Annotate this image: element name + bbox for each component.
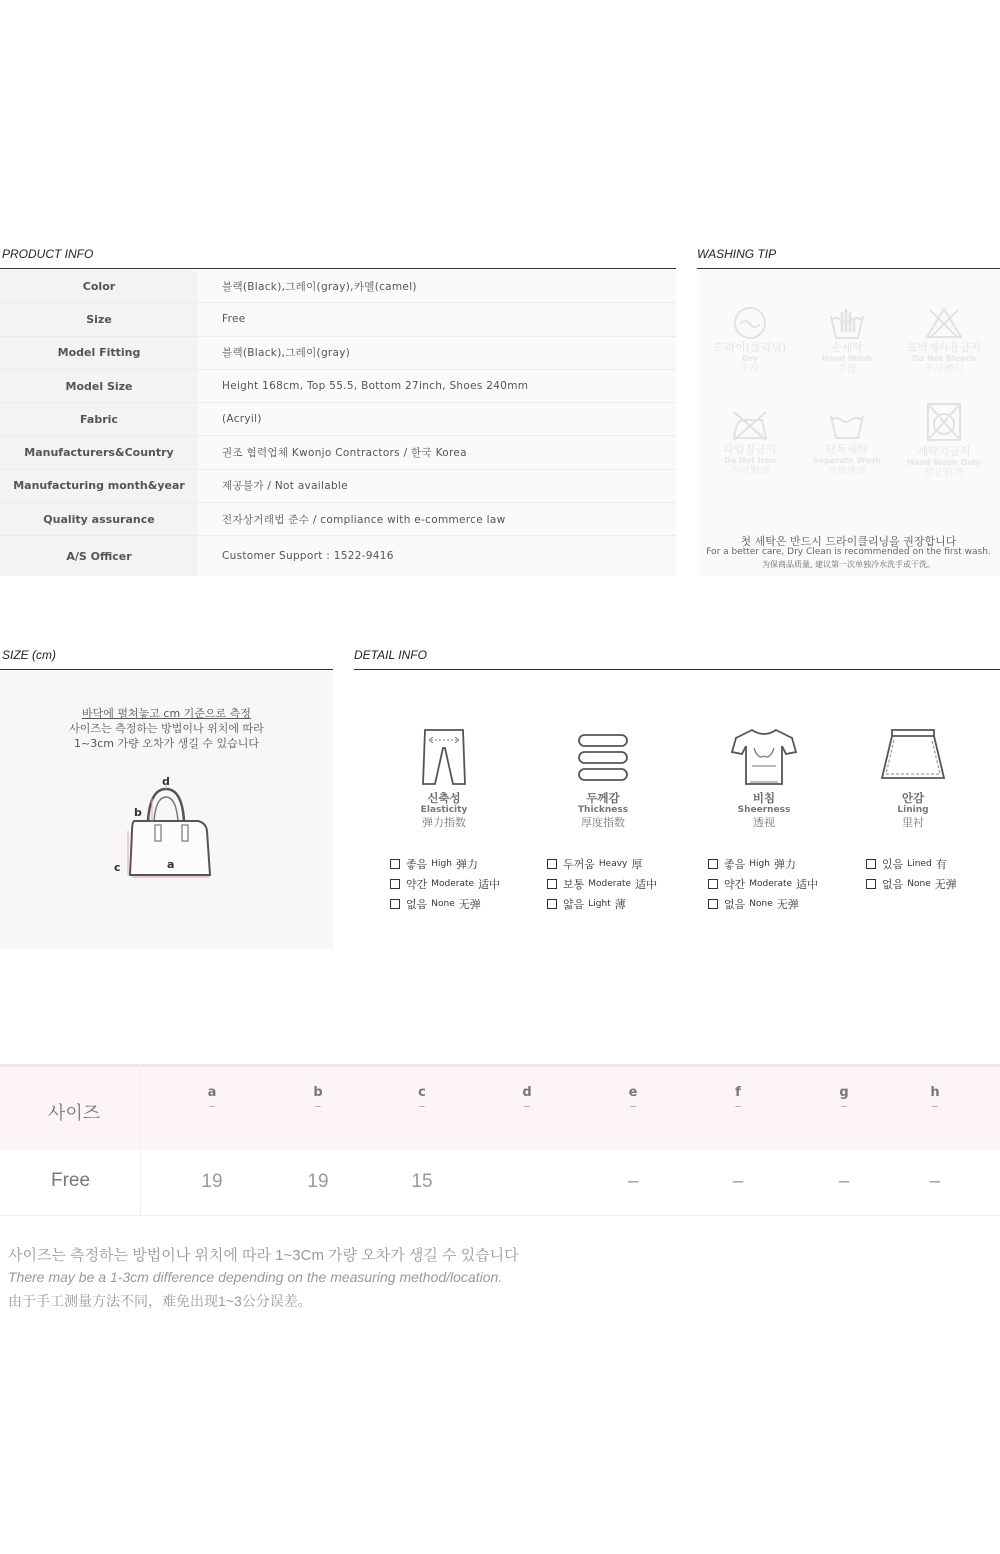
option-elasticity-none[interactable]	[390, 896, 481, 912]
option-ko: 없음	[724, 898, 746, 911]
size-col-e	[613, 1085, 653, 1114]
option-thickness-heavy[interactable]	[547, 856, 642, 872]
wash-label-ko: 단독세탁	[825, 443, 869, 456]
option-en: Moderate	[431, 879, 475, 889]
col-key: b	[313, 1085, 323, 1100]
option-ko: 있음	[882, 858, 904, 871]
option-en: None	[749, 899, 773, 909]
info-row-manufacturer	[0, 436, 676, 469]
option-en: Moderate	[749, 879, 793, 889]
checkbox[interactable]	[708, 899, 718, 909]
lining-icon	[878, 726, 948, 788]
col-key: e	[628, 1085, 638, 1100]
option-cn: 无弹	[934, 878, 957, 891]
wash-item-dry	[700, 306, 800, 375]
detail-info-rule	[354, 669, 1000, 670]
option-ko: 없음	[882, 878, 904, 891]
option-ko: 없음	[406, 898, 428, 911]
detail-lining	[833, 726, 993, 829]
size-note-line2: 사이즈는 측정하는 방법이나 위치에 따라	[69, 722, 264, 735]
size-col-h	[915, 1085, 955, 1114]
col-dash: –	[629, 1099, 637, 1114]
washing-tip-title: WASHING TIP	[697, 247, 777, 261]
option-ko: 보통	[563, 878, 585, 891]
info-row-model-size	[0, 370, 676, 403]
info-key: A/S Officer	[0, 536, 198, 576]
wash-label-ko: 표백제사용금지	[906, 341, 982, 354]
option-thickness-moderate[interactable]	[547, 876, 657, 892]
col-key: d	[522, 1085, 532, 1100]
size-row-label: Free	[51, 1170, 91, 1191]
checkbox[interactable]	[547, 879, 557, 889]
info-row-model-fitting	[0, 337, 676, 370]
option-elasticity-high[interactable]	[390, 856, 478, 872]
size-value-f: –	[732, 1171, 744, 1192]
checkbox[interactable]	[390, 879, 400, 889]
wash-label-en: Hand Wash Only	[907, 458, 981, 467]
col-dash: –	[734, 1099, 742, 1114]
detail-elasticity	[364, 726, 524, 829]
info-key: Manufacturers&Country	[0, 436, 198, 468]
option-cn: 弹力	[773, 858, 796, 871]
detail-label-ko: 신축성	[427, 791, 461, 805]
size-table-row	[0, 1150, 1000, 1216]
option-cn: 适中	[478, 878, 501, 891]
size-table-header-label: 사이즈	[48, 1103, 101, 1123]
info-row-quality	[0, 503, 676, 536]
option-thickness-light[interactable]	[547, 896, 626, 912]
product-info-table	[0, 270, 676, 576]
option-cn: 适中	[796, 878, 819, 891]
option-en: High	[749, 859, 770, 869]
checkbox[interactable]	[547, 899, 557, 909]
size-note-line3: 1~3cm 가량 오차가 생길 수 있습니다	[74, 737, 259, 750]
no-iron-icon	[730, 408, 770, 442]
info-value: 블랙(Black),그레이(gray),카멜(camel)	[198, 270, 676, 302]
option-cn: 薄	[614, 898, 626, 911]
option-cn: 适中	[635, 878, 658, 891]
product-info-rule	[0, 268, 676, 269]
col-key: f	[735, 1085, 741, 1100]
info-value: 전자상거래법 준수 / compliance with e-commerce law	[198, 503, 676, 535]
info-key: Color	[0, 270, 198, 302]
wash-note-ko: 첫 세탁은 반드시 드라이클리닝을 권장합니다	[740, 535, 957, 548]
wash-label-en: Do Not Bleach	[912, 354, 976, 363]
info-value: 권조 협력업체 Kwonjo Contractors / 한국 Korea	[198, 436, 676, 468]
detail-label-en: Lining	[897, 805, 929, 815]
size-col-g	[824, 1085, 864, 1114]
option-lining-none[interactable]	[866, 876, 957, 892]
size-value-b: 19	[307, 1171, 329, 1192]
wash-item-no-bleach	[894, 306, 994, 375]
detail-info-title: DETAIL INFO	[354, 648, 427, 662]
checkbox[interactable]	[708, 879, 718, 889]
diagram-label-d: d	[162, 775, 170, 788]
wash-label-ko: 손세탁	[831, 341, 863, 354]
size-table-divider	[140, 1064, 141, 1216]
wash-label-cn: 手洗	[837, 364, 857, 375]
checkbox[interactable]	[866, 859, 876, 869]
diagram-label-b: b	[134, 806, 142, 819]
option-sheerness-high[interactable]	[708, 856, 796, 872]
info-value: Free	[198, 303, 676, 335]
no-bleach-icon	[924, 306, 964, 340]
option-ko: 약간	[724, 878, 746, 891]
info-key: Fabric	[0, 403, 198, 435]
option-ko: 좋음	[724, 858, 746, 871]
wash-label-cn: 不可熨烫	[730, 466, 770, 477]
size-col-c	[402, 1085, 442, 1114]
wash-label-cn: 单独洗涤	[827, 466, 867, 477]
col-dash: –	[418, 1099, 426, 1114]
option-cn: 有	[935, 858, 947, 871]
option-sheerness-moderate[interactable]	[708, 876, 818, 892]
size-value-e: –	[627, 1171, 639, 1192]
checkbox[interactable]	[547, 859, 557, 869]
col-dash: –	[314, 1099, 322, 1114]
info-key: Model Fitting	[0, 337, 198, 369]
size-section-rule	[0, 669, 333, 670]
checkbox[interactable]	[708, 859, 718, 869]
dry-clean-icon	[732, 306, 768, 340]
size-col-a	[192, 1085, 232, 1114]
checkbox[interactable]	[390, 899, 400, 909]
size-diagram-panel	[0, 671, 333, 949]
info-key: Quality assurance	[0, 503, 198, 535]
checkbox[interactable]	[390, 859, 400, 869]
footer-note-en: There may be a 1-3cm difference depending on the measuring method/location.	[8, 1269, 503, 1285]
option-ko: 좋음	[406, 858, 428, 871]
wash-label-cn: 干洗	[740, 364, 760, 375]
col-dash: –	[208, 1099, 216, 1114]
option-cn: 厚	[631, 858, 643, 871]
size-col-b	[298, 1085, 338, 1114]
option-cn: 无弹	[776, 898, 799, 911]
detail-label-en: Thickness	[577, 805, 629, 815]
size-value-h: –	[929, 1171, 941, 1192]
detail-label-cn: 透视	[753, 816, 775, 829]
wash-item-hand-wash	[797, 306, 897, 375]
col-key: g	[839, 1085, 849, 1100]
info-row-size	[0, 303, 676, 336]
wash-label-cn: 不可漂白	[924, 364, 964, 375]
wash-note-en: For a better care, Dry Clean is recommended on the first wash.	[706, 547, 991, 557]
detail-label-cn: 弹力指数	[422, 816, 466, 829]
size-table-header	[0, 1064, 1000, 1150]
detail-label-ko: 안감	[901, 791, 925, 805]
product-info-title: PRODUCT INFO	[2, 247, 94, 261]
col-dash: –	[523, 1099, 531, 1114]
option-en: Heavy	[598, 859, 628, 869]
info-value: 블랙(Black),그레이(gray)	[198, 337, 676, 369]
wash-label-en: Do Not Iron	[724, 456, 776, 465]
col-dash: –	[840, 1099, 848, 1114]
option-en: Light	[588, 899, 611, 909]
option-cn: 无弹	[458, 898, 481, 911]
wash-item-no-iron	[700, 408, 800, 477]
option-sheerness-none[interactable]	[708, 896, 799, 912]
info-key: Manufacturing month&year	[0, 470, 198, 502]
size-col-f	[718, 1085, 758, 1114]
hand-wash-only-icon	[924, 400, 964, 444]
wash-note-cn: 为保商品质量, 建议第一次单独冷水洗手或干洗。	[761, 560, 936, 569]
diagram-label-c: c	[114, 861, 121, 874]
option-en: None	[431, 899, 455, 909]
info-value: Customer Support : 1522-9416	[198, 536, 676, 576]
footer-note-cn: 由于手工测量方法不同，难免出现1~3公分误差。	[8, 1293, 312, 1309]
footer-note-ko: 사이즈는 측정하는 방법이나 위치에 따라 1~3Cm 가량 오차가 생길 수 있습니다	[8, 1247, 519, 1264]
col-key: c	[418, 1085, 426, 1100]
info-value: 제공불가 / Not available	[198, 470, 676, 502]
col-key: h	[930, 1085, 940, 1100]
info-row-manufacturing-date	[0, 470, 676, 503]
wash-label-en: Dry	[742, 354, 758, 363]
detail-label-en: Sheerness	[737, 805, 791, 815]
col-key: a	[207, 1085, 217, 1100]
checkbox[interactable]	[866, 879, 876, 889]
option-ko: 얇음	[563, 898, 585, 911]
option-elasticity-moderate[interactable]	[390, 876, 500, 892]
detail-label-cn: 厚度指数	[581, 816, 625, 829]
info-row-color	[0, 270, 676, 303]
option-en: High	[431, 859, 452, 869]
size-section-title: SIZE (cm)	[2, 648, 56, 662]
wash-label-ko: 드라이(클리닝)	[713, 341, 787, 354]
sheerness-icon	[728, 726, 800, 788]
size-col-d	[507, 1085, 547, 1114]
option-en: None	[907, 879, 931, 889]
option-ko: 약간	[406, 878, 428, 891]
info-value: (Acryil)	[198, 403, 676, 435]
separate-wash-icon	[827, 408, 867, 442]
wash-item-hand-wash-only	[894, 400, 994, 479]
size-value-c: 15	[411, 1171, 433, 1192]
elasticity-icon	[419, 726, 469, 788]
detail-label-ko: 비침	[752, 791, 776, 805]
info-row-as-officer	[0, 536, 676, 576]
option-ko: 두꺼움	[563, 858, 595, 871]
info-key: Size	[0, 303, 198, 335]
detail-label-ko: 두께감	[586, 791, 620, 805]
diagram-label-a: a	[167, 858, 175, 871]
info-value: Height 168cm, Top 55.5, Bottom 27inch, Shoes 240mm	[198, 370, 676, 402]
detail-thickness	[523, 726, 683, 829]
hand-wash-icon	[827, 306, 867, 340]
detail-label-en: Elasticity	[420, 805, 468, 815]
thickness-icon	[575, 726, 631, 788]
size-value-a: 19	[201, 1171, 223, 1192]
option-en: Moderate	[588, 879, 632, 889]
info-key: Model Size	[0, 370, 198, 402]
option-en: Lined	[907, 859, 932, 869]
wash-label-en: Separate Wash	[812, 456, 882, 465]
wash-item-separate-wash	[797, 408, 897, 477]
wash-label-ko: 세탁기금지	[917, 445, 971, 458]
col-dash: –	[931, 1099, 939, 1114]
detail-label-cn: 里衬	[902, 816, 924, 829]
detail-sheerness	[684, 726, 844, 829]
washing-tip-rule	[697, 268, 1000, 269]
option-lining-lined[interactable]	[866, 856, 947, 872]
size-value-g: –	[838, 1171, 850, 1192]
wash-label-cn: 禁止机洗	[924, 468, 964, 479]
bag-diagram-icon	[108, 771, 218, 886]
info-row-fabric	[0, 403, 676, 436]
wash-label-en: Hand Wash	[821, 354, 873, 363]
washing-tip-panel	[697, 270, 1000, 576]
size-note-line1: 바닥에 펼쳐놓고 cm 기준으로 측정	[82, 707, 251, 720]
wash-label-ko: 다림질금지	[723, 443, 777, 456]
option-cn: 弹力	[455, 858, 478, 871]
